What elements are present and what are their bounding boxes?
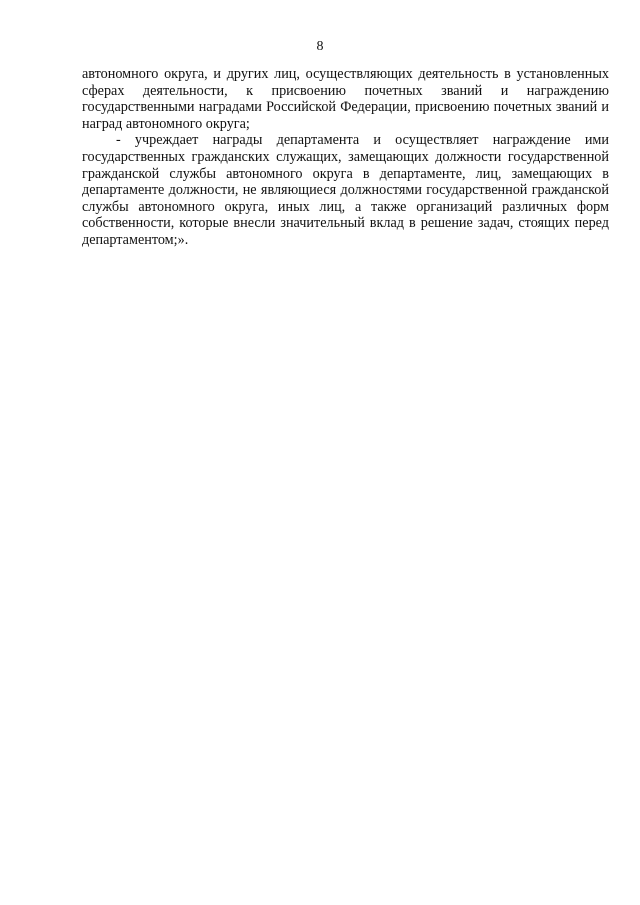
paragraph-awards-item: - учреждает награды департамента и осуществляет награждение ими государственных гражданских служащих, замещающих должности государственной гражданской службы автономного округа в департаменте, лиц, замещающих в департаменте должности, не являющиеся должностями государственной гражданской службы автономного округа, иных лиц, а также организаций различных форм собственности, которые внесли значительный вклад в решение задач, стоящих перед департаментом;».	[82, 132, 609, 248]
paragraph-continuation: автономного округа, и других лиц, осуществляющих деятельность в установленных сферах деятельности, к присвоению почетных званий и награждению государственными наградами Российской Федерации, присвоению почетных званий и наград автономного округа;	[82, 66, 609, 132]
page-number: 8	[316, 39, 324, 54]
document-body	[82, 66, 609, 249]
